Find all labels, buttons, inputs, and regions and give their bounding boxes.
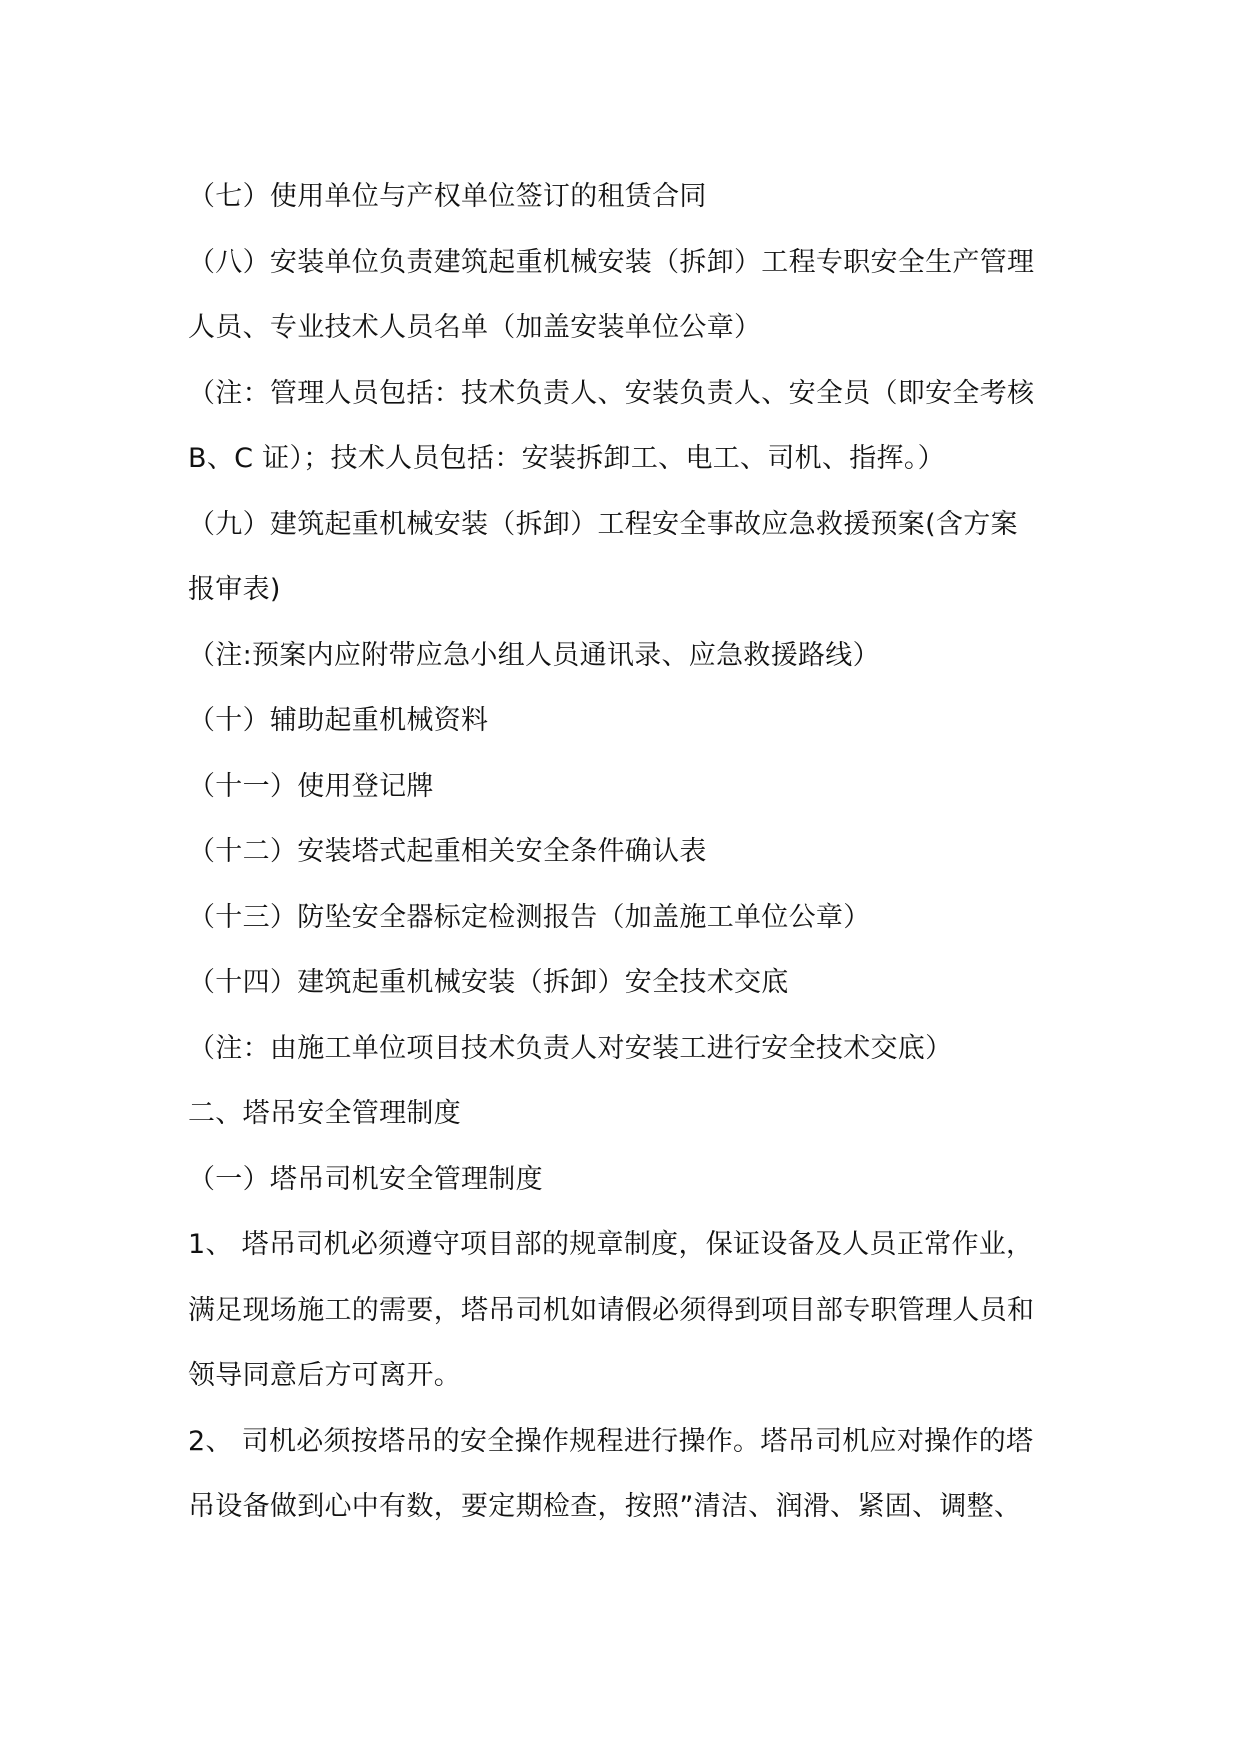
text-line: 人员、专业技术人员名单（加盖安装单位公章） <box>188 312 762 343</box>
text-line: （十）辅助起重机械资料 <box>188 705 489 736</box>
text-line: （十一）使用登记牌 <box>188 770 434 802</box>
text-line: 领导同意后方可离开。 <box>188 1360 461 1391</box>
text-line: 2、 司机必须按塔吊的安全操作规程进行操作。塔吊司机应对操作的塔 <box>188 1425 1034 1457</box>
text-line: 1、 塔吊司机必须遵守项目部的规章制度，保证设备及人员正常作业， <box>188 1229 1034 1260</box>
text-line: （注:预案内应附带应急小组人员通讯录、应急救援路线） <box>188 639 880 671</box>
text-line: （八）安装单位负责建筑起重机械安装（拆卸）工程专职安全生产管理 <box>188 246 1035 278</box>
text-line: 满足现场施工的需要，塔吊司机如请假必须得到项目部专职管理人员和 <box>188 1294 1035 1326</box>
text-line: 吊设备做到心中有数，要定期检查，按照”清洁、润滑、紧固、调整、 <box>188 1491 1022 1522</box>
text-line: （七）使用单位与产权单位签订的租赁合同 <box>188 181 707 212</box>
section-heading: 二、塔吊安全管理制度 <box>188 1098 461 1129</box>
text-line: （十二）安装塔式起重相关安全条件确认表 <box>188 836 707 867</box>
text-line: （十四）建筑起重机械安装（拆卸）安全技术交底 <box>188 967 789 998</box>
text-line: （注：管理人员包括：技术负责人、安装负责人、安全员（即安全考核 <box>188 377 1035 409</box>
text-line: （注：由施工单位项目技术负责人对安装工进行安全技术交底） <box>188 1032 953 1064</box>
text-line: （十三）防坠安全器标定检测报告（加盖施工单位公章） <box>188 901 871 933</box>
text-line: 报审表) <box>188 574 281 605</box>
text-line: （九）建筑起重机械安装（拆卸）工程安全事故应急救援预案(含方案 <box>188 508 1018 540</box>
document-body <box>188 164 1058 1540</box>
subsection-heading: （一）塔吊司机安全管理制度 <box>188 1163 543 1195</box>
text-line: B、C 证）；技术人员包括：安装拆卸工、电工、司机、指挥。） <box>188 443 945 474</box>
